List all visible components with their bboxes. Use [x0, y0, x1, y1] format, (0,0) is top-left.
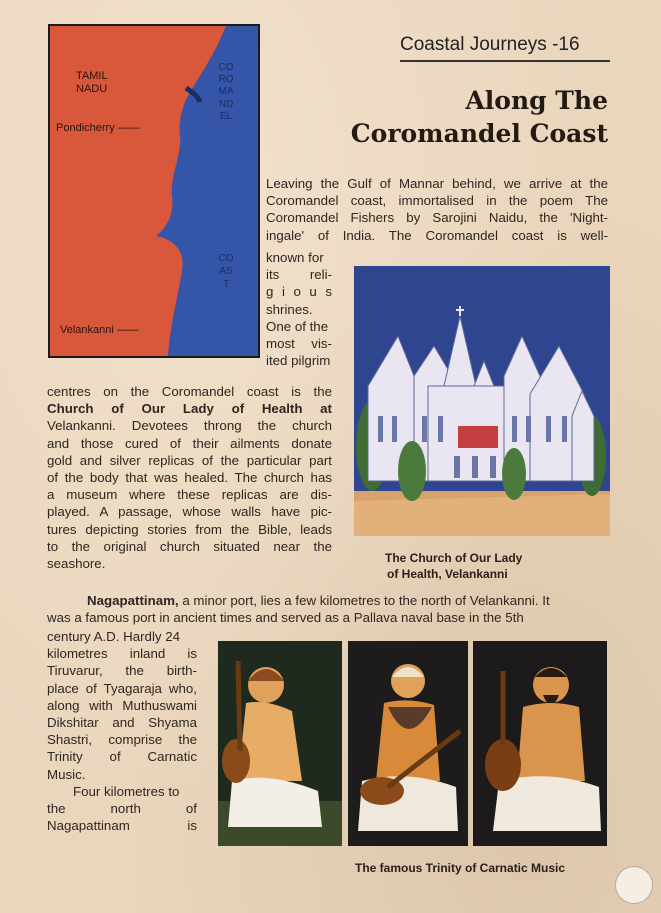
trinity-panel-tyagaraja: [218, 641, 342, 846]
text-line: seashore.: [47, 556, 106, 572]
text-line: to the original church situated near the: [47, 538, 332, 554]
paragraph-1-narrow: [266, 249, 332, 369]
text-line: ited pilgrim: [266, 353, 331, 369]
text-line: shrines.: [266, 301, 313, 317]
title-line-1: Along The: [465, 86, 608, 115]
text-line: Leaving the Gulf of Mannar behind, we arrive at the: [266, 176, 608, 191]
church-illustration: [354, 266, 610, 536]
text-line: Trinity of Carnatic: [47, 749, 197, 765]
paragraph-1-lead: [266, 175, 608, 244]
text-line: known for: [266, 250, 324, 265]
text-line: of the body that was healed. The church has: [47, 470, 332, 486]
text-line: Music.: [47, 766, 86, 782]
text-line: Coromandel Fishers by Sarojini Naidu, the 'Night-: [266, 210, 608, 226]
trinity-panel-dikshitar: [348, 641, 468, 846]
map-label-velankanni: Velankanni ——: [60, 324, 139, 336]
title-rule: [400, 60, 610, 62]
text-line: One of the: [266, 318, 329, 334]
page-title: [300, 84, 608, 150]
map-label-pondicherry: Pondicherry ——: [56, 122, 140, 134]
coast-word-coast: COAST: [218, 253, 234, 290]
pondicherry-text: Pondicherry: [56, 122, 115, 134]
velankanni-text: Velankanni: [60, 324, 114, 336]
paragraph-1-continued: [47, 383, 332, 572]
text-line: its reli-: [266, 267, 332, 283]
text-line: Four kilometres to: [73, 783, 180, 799]
church-caption: [385, 550, 522, 582]
text-line: played. A passage, whose walls have pic-: [47, 504, 332, 520]
text-line: kilometres inland is: [47, 646, 197, 662]
text-line: the north of: [47, 801, 197, 817]
paragraph-2-narrow: [47, 628, 197, 834]
text-line: centres on the Coromandel coast is the: [47, 384, 332, 399]
text-line: century A.D. Hardly 24: [47, 629, 181, 644]
text-line: tures depicting stories from the Bible, leads: [47, 521, 332, 537]
text-line: g i o u s: [266, 284, 332, 300]
text-line: along with Muthuswami: [47, 697, 197, 713]
trinity-caption: The famous Trinity of Carnatic Music: [355, 861, 566, 875]
text-line: Dikshitar and Shyama: [47, 715, 197, 731]
text-line: Nagapattinam, a minor port, lies a few kilometres to the north of Velankanni. It: [87, 593, 550, 608]
text-line: most vis-: [266, 336, 332, 352]
text-line: place of Tyagaraja who,: [47, 680, 197, 696]
text-line: Church of Our Lady of Health at: [47, 401, 332, 417]
text-line: gold and silver replicas of the particular part: [47, 452, 332, 468]
map-label-state: [76, 70, 108, 96]
text-line: was a famous port in ancient times and served as a Pallava naval base in the 5th: [47, 610, 524, 626]
church-caption-line-2: of Health, Velankanni: [387, 567, 508, 581]
publisher-logo-icon: [615, 866, 653, 904]
text-line: ingale' of India. The Coromandel coast is well-: [266, 227, 608, 243]
state-line-2: NADU: [76, 83, 108, 95]
series-title: Coastal Journeys -16: [400, 34, 580, 55]
text-line: Velankanni. Devotees throng the church: [47, 418, 332, 434]
trinity-panel-shyama-shastri: [473, 641, 607, 846]
church-caption-line-1: The Church of Our Lady: [385, 551, 523, 565]
state-line-1: TAMIL: [76, 70, 108, 82]
text-line: Nagapattinam is: [47, 818, 197, 834]
text-line: and those cured of their ailments donate: [47, 435, 332, 451]
text-line: Shastri, comprise the: [47, 732, 197, 748]
text-line: Tiruvarur, the birth-: [47, 663, 197, 679]
text-line: a museum where these replicas are dis-: [47, 487, 332, 503]
coromandel-map: [48, 24, 260, 358]
text-line: Coromandel coast, immortalised in the poem The: [266, 193, 608, 209]
coast-word-coromandel: COROMANDEL: [218, 62, 234, 122]
paragraph-2: [47, 592, 609, 626]
title-line-2: Coromandel Coast: [350, 119, 608, 148]
